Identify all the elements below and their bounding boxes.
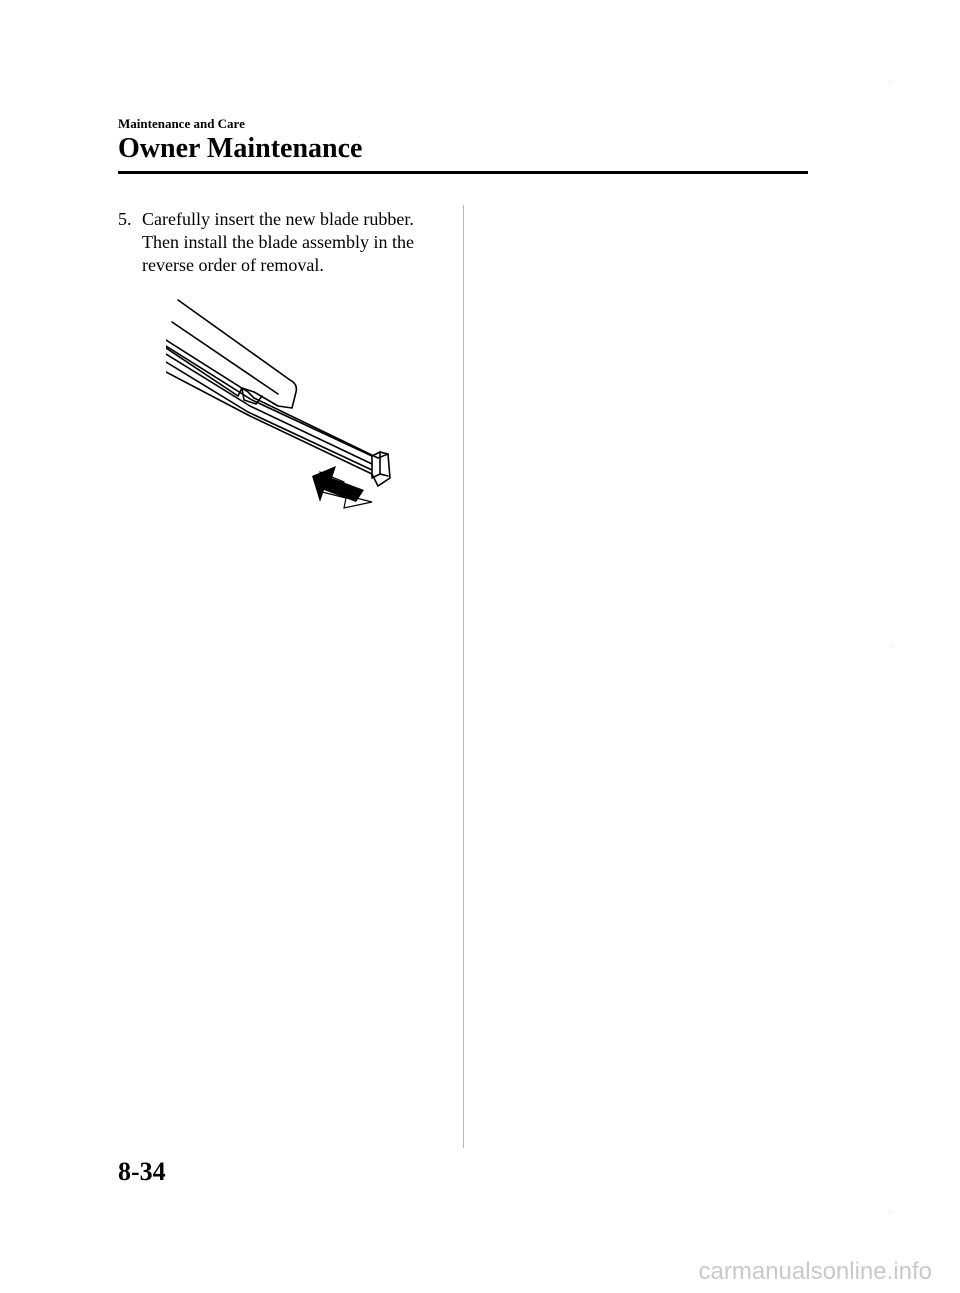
blade-end-cap [372,452,380,478]
step-line-1: Carefully insert the new blade rubber. [142,209,414,229]
step-line-3: reverse order of removal. [142,255,324,275]
column-divider [463,205,464,1148]
blade-rail-middle [166,354,372,464]
section-label: Maintenance and Care [118,116,245,131]
step-number: 5. [118,209,132,229]
page-title: Owner Maintenance [118,133,363,164]
wiper-blade-illustration [166,296,396,510]
wiper-arm [166,300,296,408]
print-mark [890,1212,891,1213]
page-number: 8-34 [118,1157,166,1186]
title-rule [118,171,808,174]
step-line-2: Then install the blade assembly in the [142,232,414,252]
insert-direction-arrow-icon [312,466,372,508]
instruction-step [118,208,448,277]
print-mark [890,646,891,647]
blade-rail-lower [166,362,372,470]
print-mark [890,82,891,83]
watermark: carmanualsonline.info [698,1258,932,1285]
